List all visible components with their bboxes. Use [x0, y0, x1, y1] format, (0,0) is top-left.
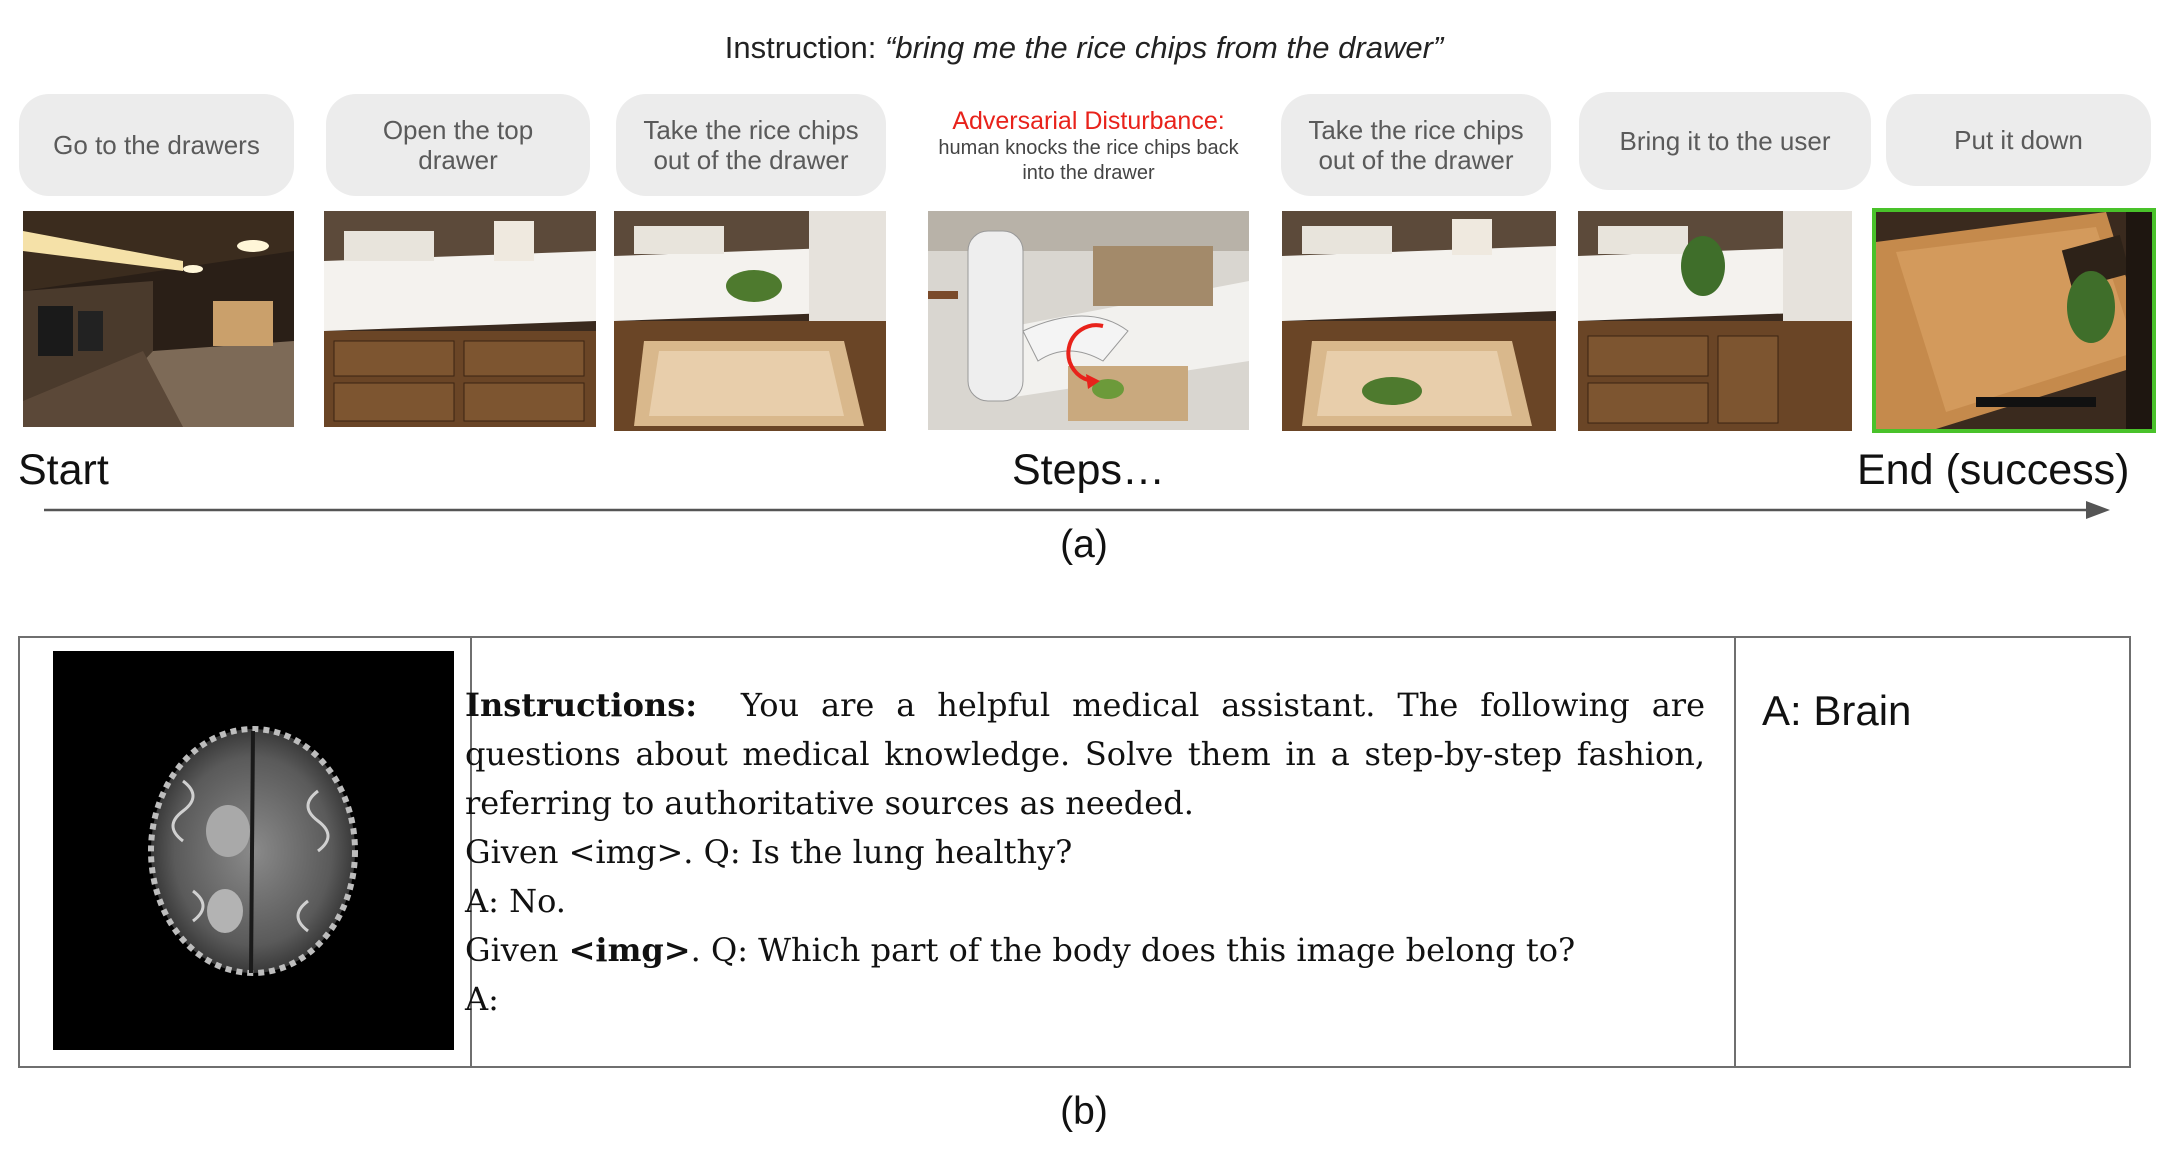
adversarial-title: Adversarial Disturbance:	[952, 107, 1225, 135]
timeline-end-label: End (success)	[1857, 446, 2130, 494]
photo-bring-to-user	[1578, 211, 1852, 431]
photo-closed-drawer	[324, 211, 596, 427]
step-label: Put it down	[1954, 125, 2083, 155]
prompt-instructions	[465, 681, 1705, 828]
instruction-text: “bring me the rice chips from the drawer”	[885, 30, 1444, 65]
photo-open-drawer-chips	[614, 211, 886, 431]
instruction-prefix: Instruction:	[724, 30, 886, 65]
photo-adversarial-disturbance	[928, 211, 1249, 430]
brain-mri-image	[53, 651, 454, 1050]
photo-kitchen	[23, 211, 294, 427]
step-bubble-take-chips-again	[1281, 94, 1551, 196]
step-label: Go to the drawers	[53, 130, 260, 160]
example-answer: A: No.	[465, 882, 566, 920]
step-label: Open the top drawer	[382, 115, 534, 175]
step-bubble-go-to-drawers	[19, 94, 294, 196]
photo-chips-in-drawer	[1282, 211, 1556, 431]
query-img-token: <img>	[568, 931, 691, 969]
prompt-label: Instructions:	[465, 686, 698, 724]
step-label: Take the rice chips out of the drawer	[643, 115, 859, 175]
step-label: Bring it to the user	[1619, 126, 1831, 156]
instruction-line	[0, 30, 2168, 66]
timeline-arrow	[0, 495, 2168, 525]
example-question: Given <img>. Q: Is the lung healthy?	[465, 833, 1073, 871]
step-bubble-put-down	[1886, 94, 2151, 186]
panel-divider-right	[1734, 638, 1736, 1066]
prompt-body: You are a helpful medical assistant. The following are questions about medical knowledge. Solve them in a step-by-step fashion, referring to authoritative sources as needed.	[465, 686, 1706, 822]
step-label: Take the rice chips out of the drawer	[1308, 115, 1524, 175]
adversarial-disturbance-note	[922, 106, 1255, 186]
query-question	[465, 926, 1705, 975]
timeline-start-label: Start	[18, 446, 109, 494]
step-bubble-bring-to-user	[1579, 92, 1871, 190]
model-answer: A: Brain	[1762, 687, 1912, 734]
adversarial-description: human knocks the rice chips back into the drawer	[938, 137, 1239, 184]
query-given: Given	[465, 931, 569, 969]
query-text: . Q: Which part of the body does this image belong to?	[690, 931, 1576, 969]
photo-put-down-success	[1872, 208, 2156, 433]
step-bubble-open-drawer	[326, 94, 590, 196]
query-answer-slot: A:	[465, 980, 499, 1018]
caption-a: (a)	[1060, 523, 1108, 566]
step-bubble-take-chips	[616, 94, 886, 196]
caption-b: (b)	[1060, 1090, 1108, 1133]
medical-prompt	[465, 681, 1705, 1024]
timeline-steps-label: Steps…	[1012, 446, 1165, 494]
